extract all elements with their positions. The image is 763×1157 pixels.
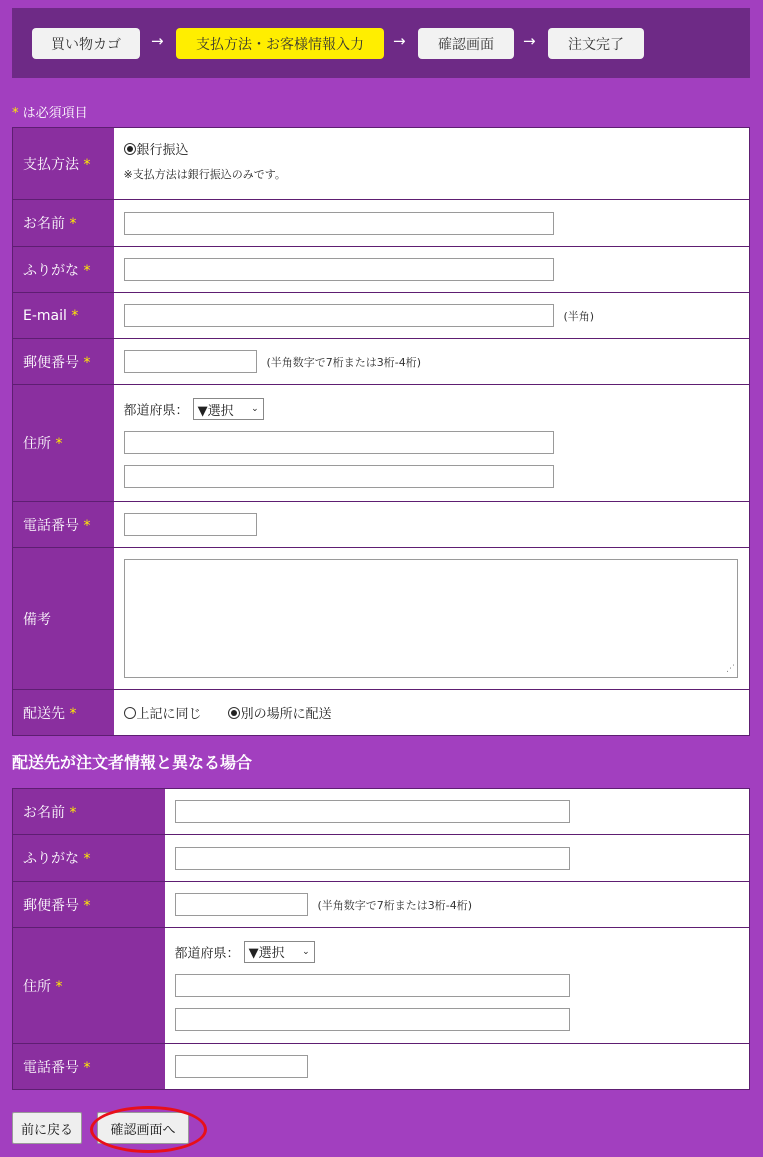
ship-prefecture-label: 都道府県： bbox=[174, 946, 240, 961]
step-arrow: → bbox=[151, 32, 164, 50]
ship-phone-input[interactable] bbox=[175, 1055, 308, 1078]
row-phone bbox=[13, 502, 750, 548]
required-note-text: は必須項目 bbox=[22, 106, 88, 121]
ship-row-name bbox=[13, 789, 750, 835]
payment-bank-radio[interactable] bbox=[124, 143, 136, 155]
label-zip: 郵便番号 * bbox=[13, 339, 114, 385]
row-name bbox=[13, 200, 750, 247]
label-furigana: ふりがな * bbox=[13, 247, 114, 293]
ship-zip-input[interactable] bbox=[175, 893, 308, 916]
prefecture-select[interactable]: ▼選択 ⌄ bbox=[193, 398, 264, 420]
row-zip bbox=[13, 339, 750, 385]
email-input[interactable] bbox=[124, 304, 554, 327]
address-line1-input[interactable] bbox=[124, 431, 554, 454]
memo-textarea[interactable] bbox=[124, 559, 738, 678]
step-complete: 注文完了 bbox=[548, 28, 644, 59]
ship-address-line2-input[interactable] bbox=[175, 1008, 570, 1031]
payment-note: ※支払方法は銀行振込のみです。 bbox=[123, 168, 286, 181]
row-address bbox=[13, 385, 750, 502]
email-hint: (半角) bbox=[563, 309, 595, 323]
name-input[interactable] bbox=[124, 212, 554, 235]
label-phone: 電話番号 * bbox=[13, 502, 114, 548]
chevron-down-icon: ⌄ bbox=[251, 404, 259, 414]
ship-address-line1-input[interactable] bbox=[175, 974, 570, 997]
row-furigana bbox=[13, 247, 750, 293]
ship-row-zip bbox=[13, 882, 750, 928]
ship-label-zip: 郵便番号 * bbox=[13, 882, 165, 928]
shipping-form bbox=[12, 788, 750, 1090]
row-shipping bbox=[13, 690, 750, 736]
ship-label-address: 住所 * bbox=[13, 928, 165, 1044]
chevron-down-icon: ⌄ bbox=[302, 946, 310, 957]
zip-input[interactable] bbox=[124, 350, 257, 373]
address-line2-input[interactable] bbox=[124, 465, 554, 488]
row-memo bbox=[13, 548, 750, 690]
label-email: E-mail * bbox=[13, 293, 114, 339]
ship-section-title: 配送先が注文者情報と異なる場合 bbox=[12, 753, 253, 772]
ship-row-furigana bbox=[13, 835, 750, 882]
furigana-input[interactable] bbox=[124, 258, 554, 281]
ship-prefecture-select[interactable]: ▼選択 ⌄ bbox=[244, 941, 315, 963]
label-shipping: 配送先 * bbox=[13, 690, 114, 736]
shipping-other-label: 別の場所に配送 bbox=[240, 707, 332, 722]
row-email bbox=[13, 293, 750, 339]
prefecture-label: 都道府県： bbox=[123, 403, 189, 419]
shipping-same-radio[interactable] bbox=[124, 707, 136, 719]
ship-row-phone bbox=[13, 1044, 750, 1090]
required-mark: * bbox=[12, 106, 19, 121]
label-payment: 支払方法 * bbox=[13, 128, 114, 200]
resize-grip-icon[interactable]: ⋰ bbox=[726, 664, 735, 674]
highlight-ring bbox=[90, 1106, 207, 1153]
phone-input[interactable] bbox=[124, 513, 257, 536]
step-arrow: → bbox=[393, 32, 406, 50]
ship-label-name: お名前 * bbox=[13, 789, 165, 835]
shipping-other-radio[interactable] bbox=[228, 707, 240, 719]
label-memo: 備考 bbox=[13, 548, 114, 690]
label-name: お名前 * bbox=[13, 200, 114, 247]
order-form bbox=[12, 127, 750, 736]
step-payment-info: 支払方法・お客様情報入力 bbox=[176, 28, 384, 59]
shipping-same-label: 上記に同じ bbox=[136, 707, 202, 722]
ship-furigana-input[interactable] bbox=[175, 847, 570, 870]
label-address: 住所 * bbox=[13, 385, 114, 502]
ship-zip-hint: (半角数字で7桁または3桁-4桁) bbox=[317, 898, 473, 912]
row-payment bbox=[13, 128, 750, 200]
ship-name-input[interactable] bbox=[175, 800, 570, 823]
step-cart: 買い物カゴ bbox=[32, 28, 140, 59]
zip-hint: (半角数字で7桁または3桁-4桁) bbox=[266, 355, 422, 369]
checkout-steps bbox=[12, 8, 750, 78]
payment-bank-label: 銀行振込 bbox=[136, 143, 189, 158]
confirm-button[interactable]: 確認画面へ bbox=[97, 1112, 189, 1144]
required-note bbox=[12, 102, 88, 121]
back-button[interactable]: 前に戻る bbox=[12, 1112, 82, 1144]
ship-label-furigana: ふりがな * bbox=[13, 835, 165, 882]
ship-row-address bbox=[13, 928, 750, 1044]
step-confirm: 確認画面 bbox=[418, 28, 514, 59]
step-arrow: → bbox=[523, 32, 536, 50]
ship-label-phone: 電話番号 * bbox=[13, 1044, 165, 1090]
